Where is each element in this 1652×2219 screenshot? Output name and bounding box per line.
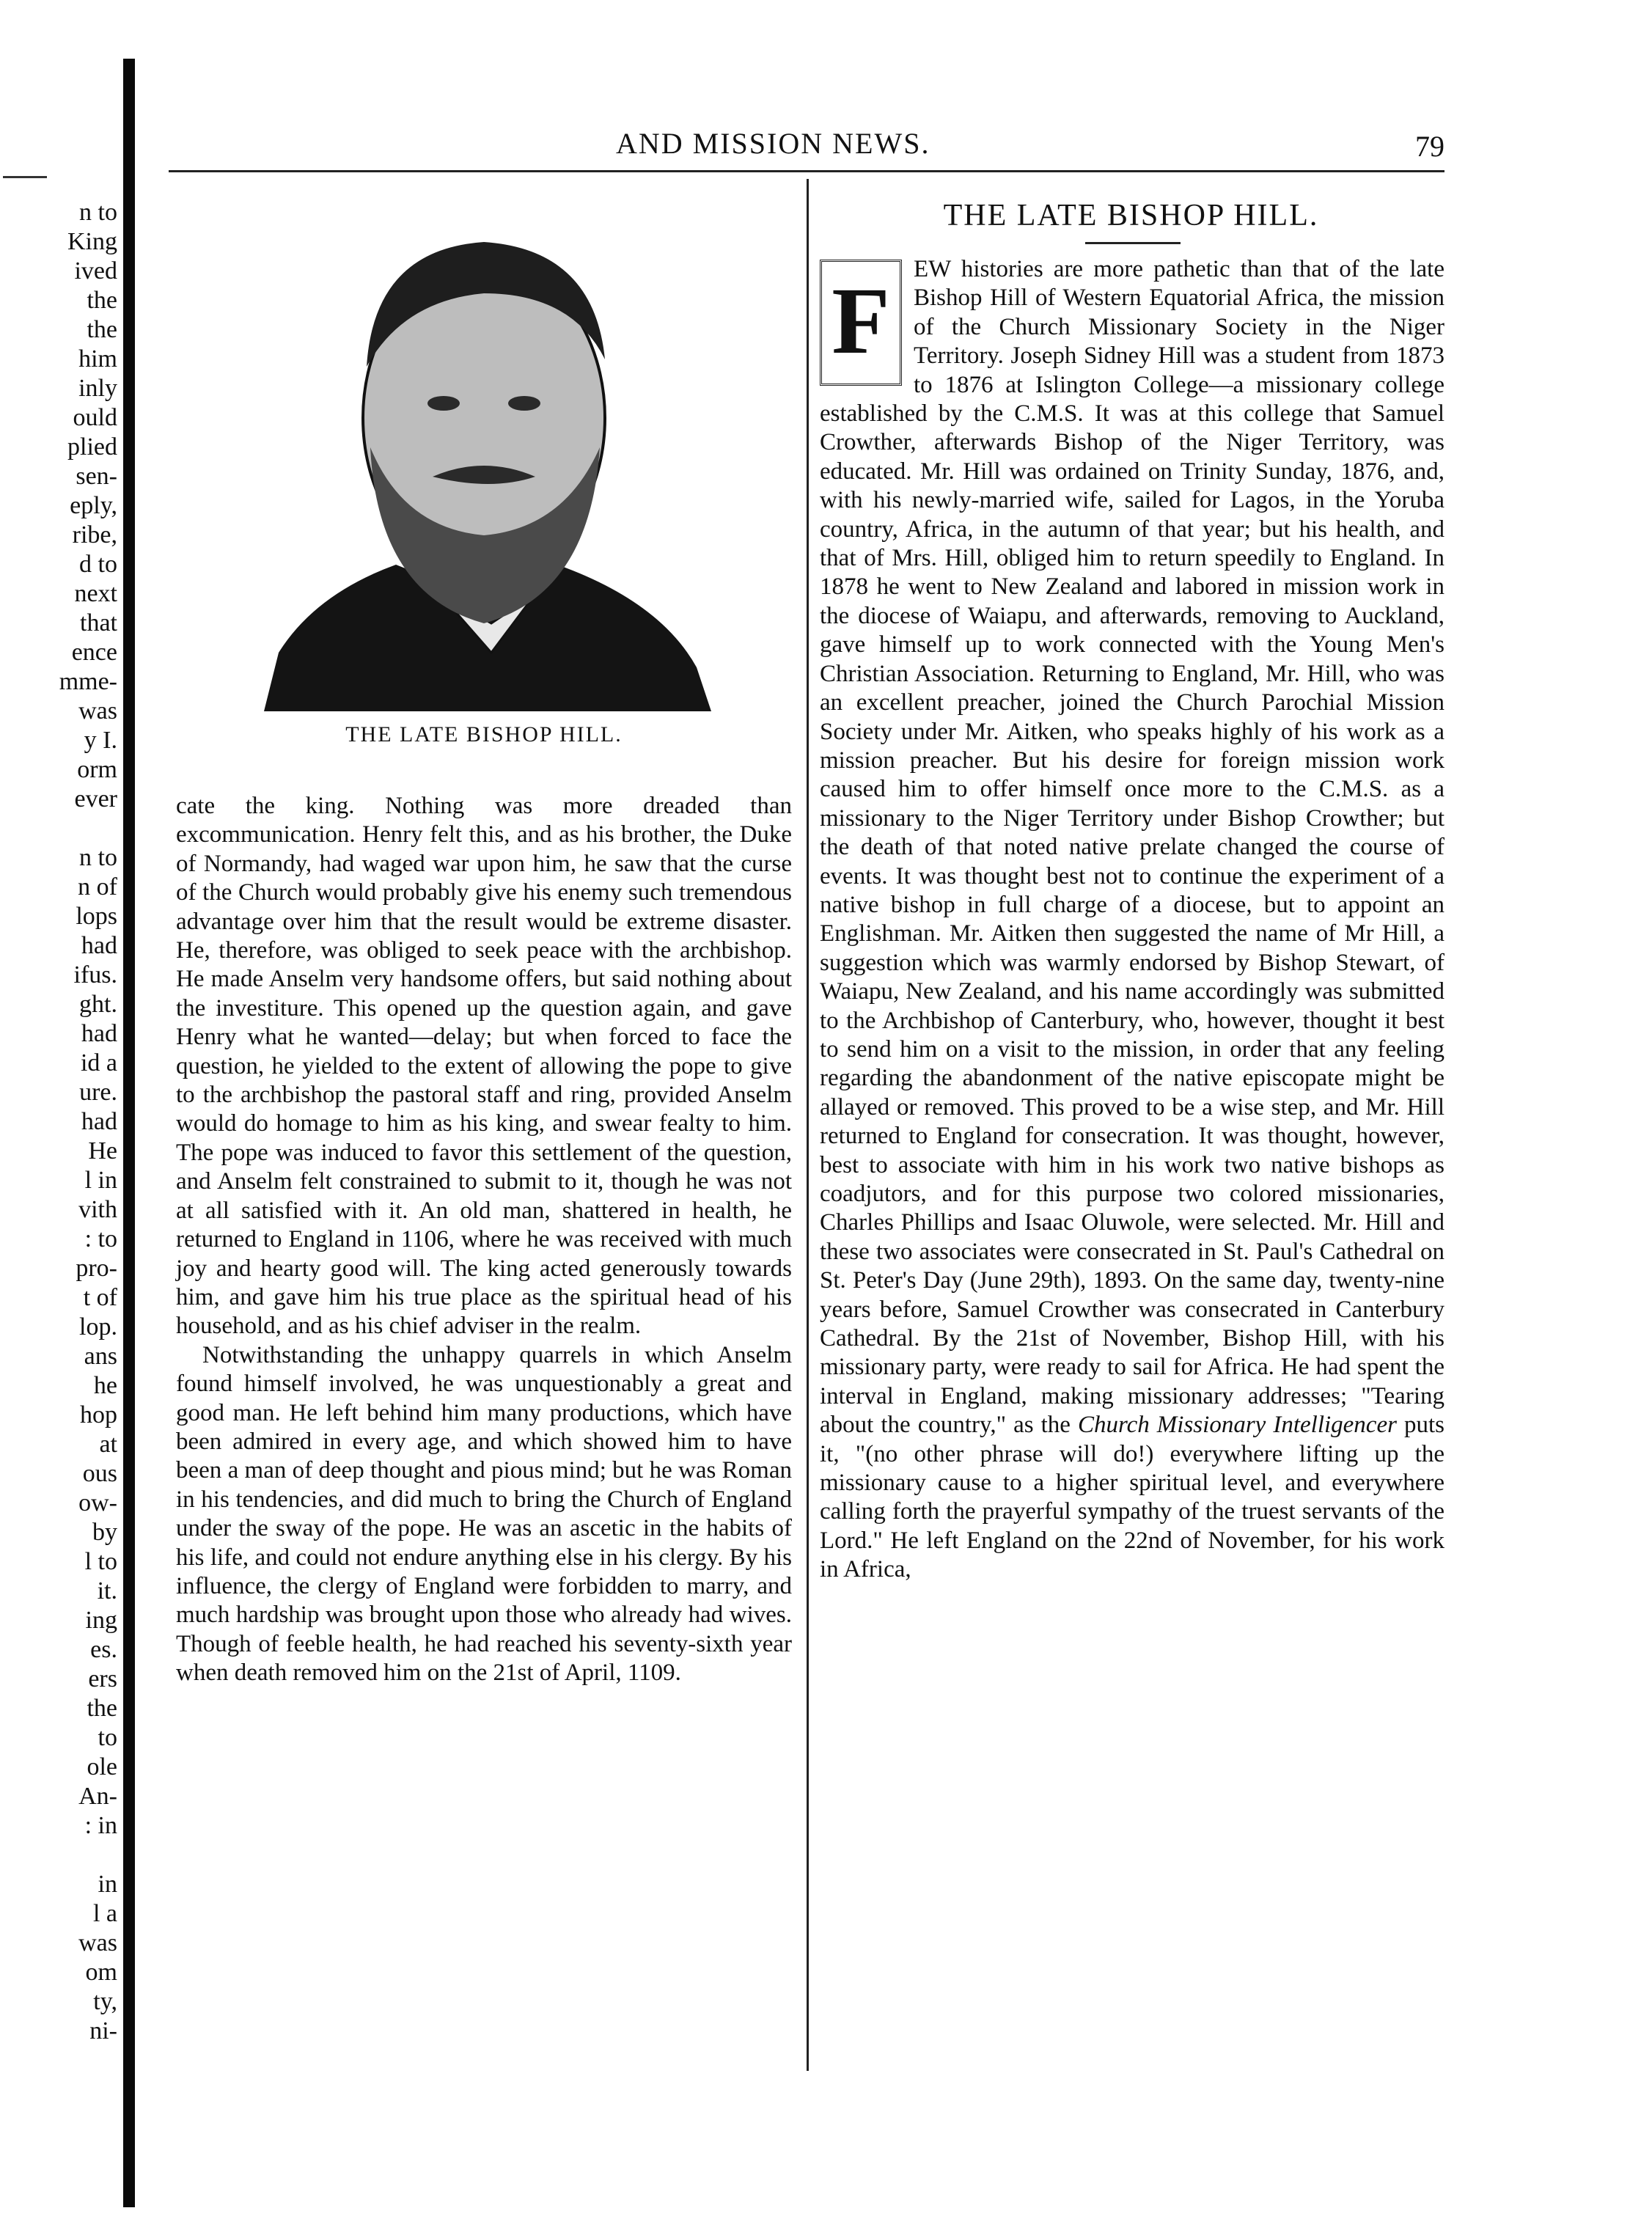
- bleed-line: ty,: [93, 1988, 117, 2015]
- bleed-line: the: [87, 1695, 117, 1722]
- bleed-line: orm: [77, 756, 117, 783]
- bleed-line: ived: [74, 257, 117, 285]
- bleed-line: next: [74, 580, 117, 607]
- article-paragraph: [820, 255, 1444, 1585]
- left-paragraph-1: cate the king. Nothing was more dreaded than excommunication. Henry felt this, and as his brother, the Duke of Normandy, had waged war upon him, he saw that the curse of the Church would probably give his enemy such tremendous advantage over him that the result would be extreme disaster. He, therefore, was obliged to seek peace with the archbishop. He made Anselm very handsome offers, but said nothing about the investiture. This opened up the question again, and gave Henry what he wanted—delay; but when forced to face the question, he yielded to the extent of allowing the pope to give to the archbishop the pastoral staff and ring, provided Anselm would do homage to him as his king, and swear fealty to him. The pope was induced to favor this settlement of the question, and Anselm felt constrained to submit to it, though he was not at all satisfied with it. An old man, shattered in health, he returned to England in 1106, where he was received with much joy and hearty good will. The king acted generously towards him, and gave him his true place as the spiritual head of his household, and as his chief adviser in the realm.: [176, 793, 792, 1340]
- page-number: 79: [1415, 130, 1444, 163]
- left-paragraph-2: Notwithstanding the unhappy quarrels in which Anselm found himself involved, he was unquestionably a great and good man. He left behind him many productions, which have been admired in every age, and which showed him to have been a man of deep thought and pious mind; but he was Roman in his tendencies, and did much to bring the Church of England under the sway of the pope. He was an ascetic in the habits of his life, and could not endure anything else in his clergy. By his influence, the clergy of England were forbidden to marry, and much hardship was brought upon those who already had wives. Though of feeble health, he had reached his seventy-sixth year when death removed him on the 21st of April, 1109.: [176, 1341, 792, 1687]
- bleed-line: ribe,: [72, 521, 117, 549]
- bleed-line: to: [98, 1724, 117, 1751]
- bleed-line: him: [78, 345, 117, 373]
- title-rule: [1085, 242, 1181, 244]
- article-text-main: EW histories are more pathetic than that of the late Bishop Hill of Western Equatorial Africa, the mission of the Church Missionary Society in the Niger Territory. Joseph Sidney Hill was a student from 1873 to 1876 at Islington College—a missionary college established by the C.M.S. It was at this college that Samuel Crowther, afterwards Bishop of the Niger Territory, was educated. Mr. Hill was ordained on Trinity Sunday, 1876, and, with his newly-married wife, sailed for Lagos, in the Yoruba country, Africa, in the autumn of that year; but his health, and that of Mrs. Hill, obliged him to return speedily to England. In 1878 he went to New Zealand and labored in mission work in the diocese of Waiapu, and afterwards, removing to Auckland, gave himself up to work connected with the Young Men's Christian Association. Returning to England, Mr. Hill, who was an excellent preacher, joined the Church Parochial Mission Society under Mr. Aitken, who speaks highly of his work as a mission preacher. But his desire for foreign mission work caused him to offer himself once more to the C.M.S. as a missionary to the Niger Territory under Bishop Crowther; but the death of that noted native prelate changed the course of events. It was thought best not to continue the experiment of a native bishop in full charge of a diocese, but to appoint an Englishman. Mr. Aitken then suggested the name of Mr Hill, a suggestion which was warmly endorsed by Bishop Stewart, of Waiapu, New Zealand, and his name accordingly was submitted to the Archbishop of Canterbury, who, however, thought it best to send him on a visit to the mission, in order that any feeling regarding the abandonment of the native episcopate might be allayed or removed. This proved to be a wise step, and Mr. Hill returned to England for consecration. It was thought, however, best to associate with him in his work two native bishops as coadjutors, and for this purpose two colored missionaries, Charles Phillips and Isaac Oluwole, were selected. Mr. Hill and these two associates were consecrated in St. Paul's Cathedral on St. Peter's Day (June 29th), 1893. On the same day, twenty-nine years before, Samuel Crowther was consecrated in Canterbury Cathedral. By the 21st of November, Bishop Hill, with his missionary party, were ready to sail for Africa. He had spent the interval in England, making missionary addresses; "Tearing about the country," as the: [820, 256, 1444, 1439]
- margin-mark: [3, 176, 47, 178]
- bleed-line: by: [92, 1519, 117, 1546]
- bleed-line: [0, 1841, 117, 1870]
- bleed-line: hop: [80, 1401, 117, 1428]
- bleed-line: ni-: [89, 2017, 117, 2044]
- running-title: AND MISSION NEWS.: [616, 127, 930, 160]
- bleed-line: ifus.: [73, 961, 117, 989]
- page-gutter-shadow: [123, 59, 135, 2207]
- bleed-line: was: [78, 1929, 117, 1956]
- bleed-line: inly: [78, 375, 117, 402]
- bleed-line: id a: [80, 1049, 117, 1077]
- bleed-line: ence: [71, 639, 117, 666]
- bleed-line: ght.: [79, 991, 117, 1018]
- left-column-text: [176, 792, 792, 1688]
- bleed-line: [0, 814, 117, 843]
- bleed-line: l in: [84, 1167, 117, 1194]
- portrait-caption: THE LATE BISHOP HILL.: [345, 722, 623, 747]
- bleed-line: n of: [78, 873, 117, 901]
- bleed-line: om: [85, 1959, 117, 1986]
- bleed-line: ole: [87, 1753, 117, 1780]
- bleed-line: was: [78, 697, 117, 725]
- bleed-line: t of: [83, 1284, 117, 1311]
- bleed-line: mme-: [59, 668, 117, 695]
- bleed-line: had: [81, 1108, 117, 1135]
- article-text-closing: puts it, "(no other phrase will do!) everywhere lifting up the missionary cause to a higher spiritual level, and everywhere calling forth the prayerful sympathy of the truest servants of the Lord." He left England on the 22nd of November, for his work in Africa,: [820, 1412, 1444, 1583]
- bleed-line: vith: [78, 1196, 117, 1223]
- article-title: THE LATE BISHOP HILL.: [943, 199, 1319, 232]
- bleed-line: : in: [84, 1812, 117, 1839]
- bleed-line: in: [98, 1871, 117, 1898]
- bishop-hill-portrait: [249, 183, 719, 711]
- bleed-line: l to: [84, 1548, 117, 1575]
- bleed-line: King: [67, 228, 117, 255]
- bleed-line: An-: [78, 1783, 117, 1810]
- bleed-line: sen-: [76, 463, 117, 490]
- bleed-line: ans: [84, 1343, 117, 1370]
- bleed-line: lop.: [79, 1313, 117, 1340]
- bleed-line: y I.: [84, 727, 117, 754]
- bleed-line: that: [80, 609, 117, 637]
- bleed-line: plied: [67, 433, 117, 461]
- column-divider: [807, 179, 809, 2071]
- bleed-line: ers: [88, 1665, 117, 1692]
- bleed-line: pro-: [76, 1255, 117, 1282]
- bleed-line: at: [99, 1431, 117, 1458]
- bleed-line: had: [81, 1020, 117, 1047]
- bleed-line: ow-: [78, 1489, 117, 1516]
- adjacent-page-bleed: [0, 198, 117, 2046]
- header-rule: [169, 170, 1444, 172]
- bleed-line: d to: [79, 551, 117, 578]
- bleed-line: eply,: [70, 492, 117, 519]
- bleed-line: the: [87, 316, 117, 343]
- bleed-line: es.: [90, 1636, 117, 1663]
- bleed-line: n to: [79, 844, 117, 871]
- bleed-line: ous: [82, 1460, 117, 1487]
- bleed-line: : to: [84, 1225, 117, 1252]
- article-body: [820, 255, 1444, 1585]
- bleed-line: lops: [76, 903, 117, 930]
- drop-cap-letter: F: [831, 268, 890, 374]
- bleed-line: ever: [74, 785, 117, 813]
- bleed-line: He: [88, 1137, 117, 1164]
- source-title: Church Missionary Intelligencer: [1078, 1412, 1397, 1439]
- bleed-line: l a: [92, 1900, 117, 1927]
- drop-cap: [820, 260, 902, 386]
- bleed-line: the: [87, 287, 117, 314]
- bleed-line: ould: [73, 404, 117, 431]
- bleed-line: it.: [97, 1577, 117, 1604]
- bleed-line: had: [81, 932, 117, 959]
- running-header: [161, 123, 1444, 170]
- bleed-line: ing: [85, 1607, 117, 1634]
- bleed-line: he: [93, 1372, 117, 1399]
- bleed-line: ure.: [79, 1079, 117, 1106]
- bleed-line: n to: [79, 199, 117, 226]
